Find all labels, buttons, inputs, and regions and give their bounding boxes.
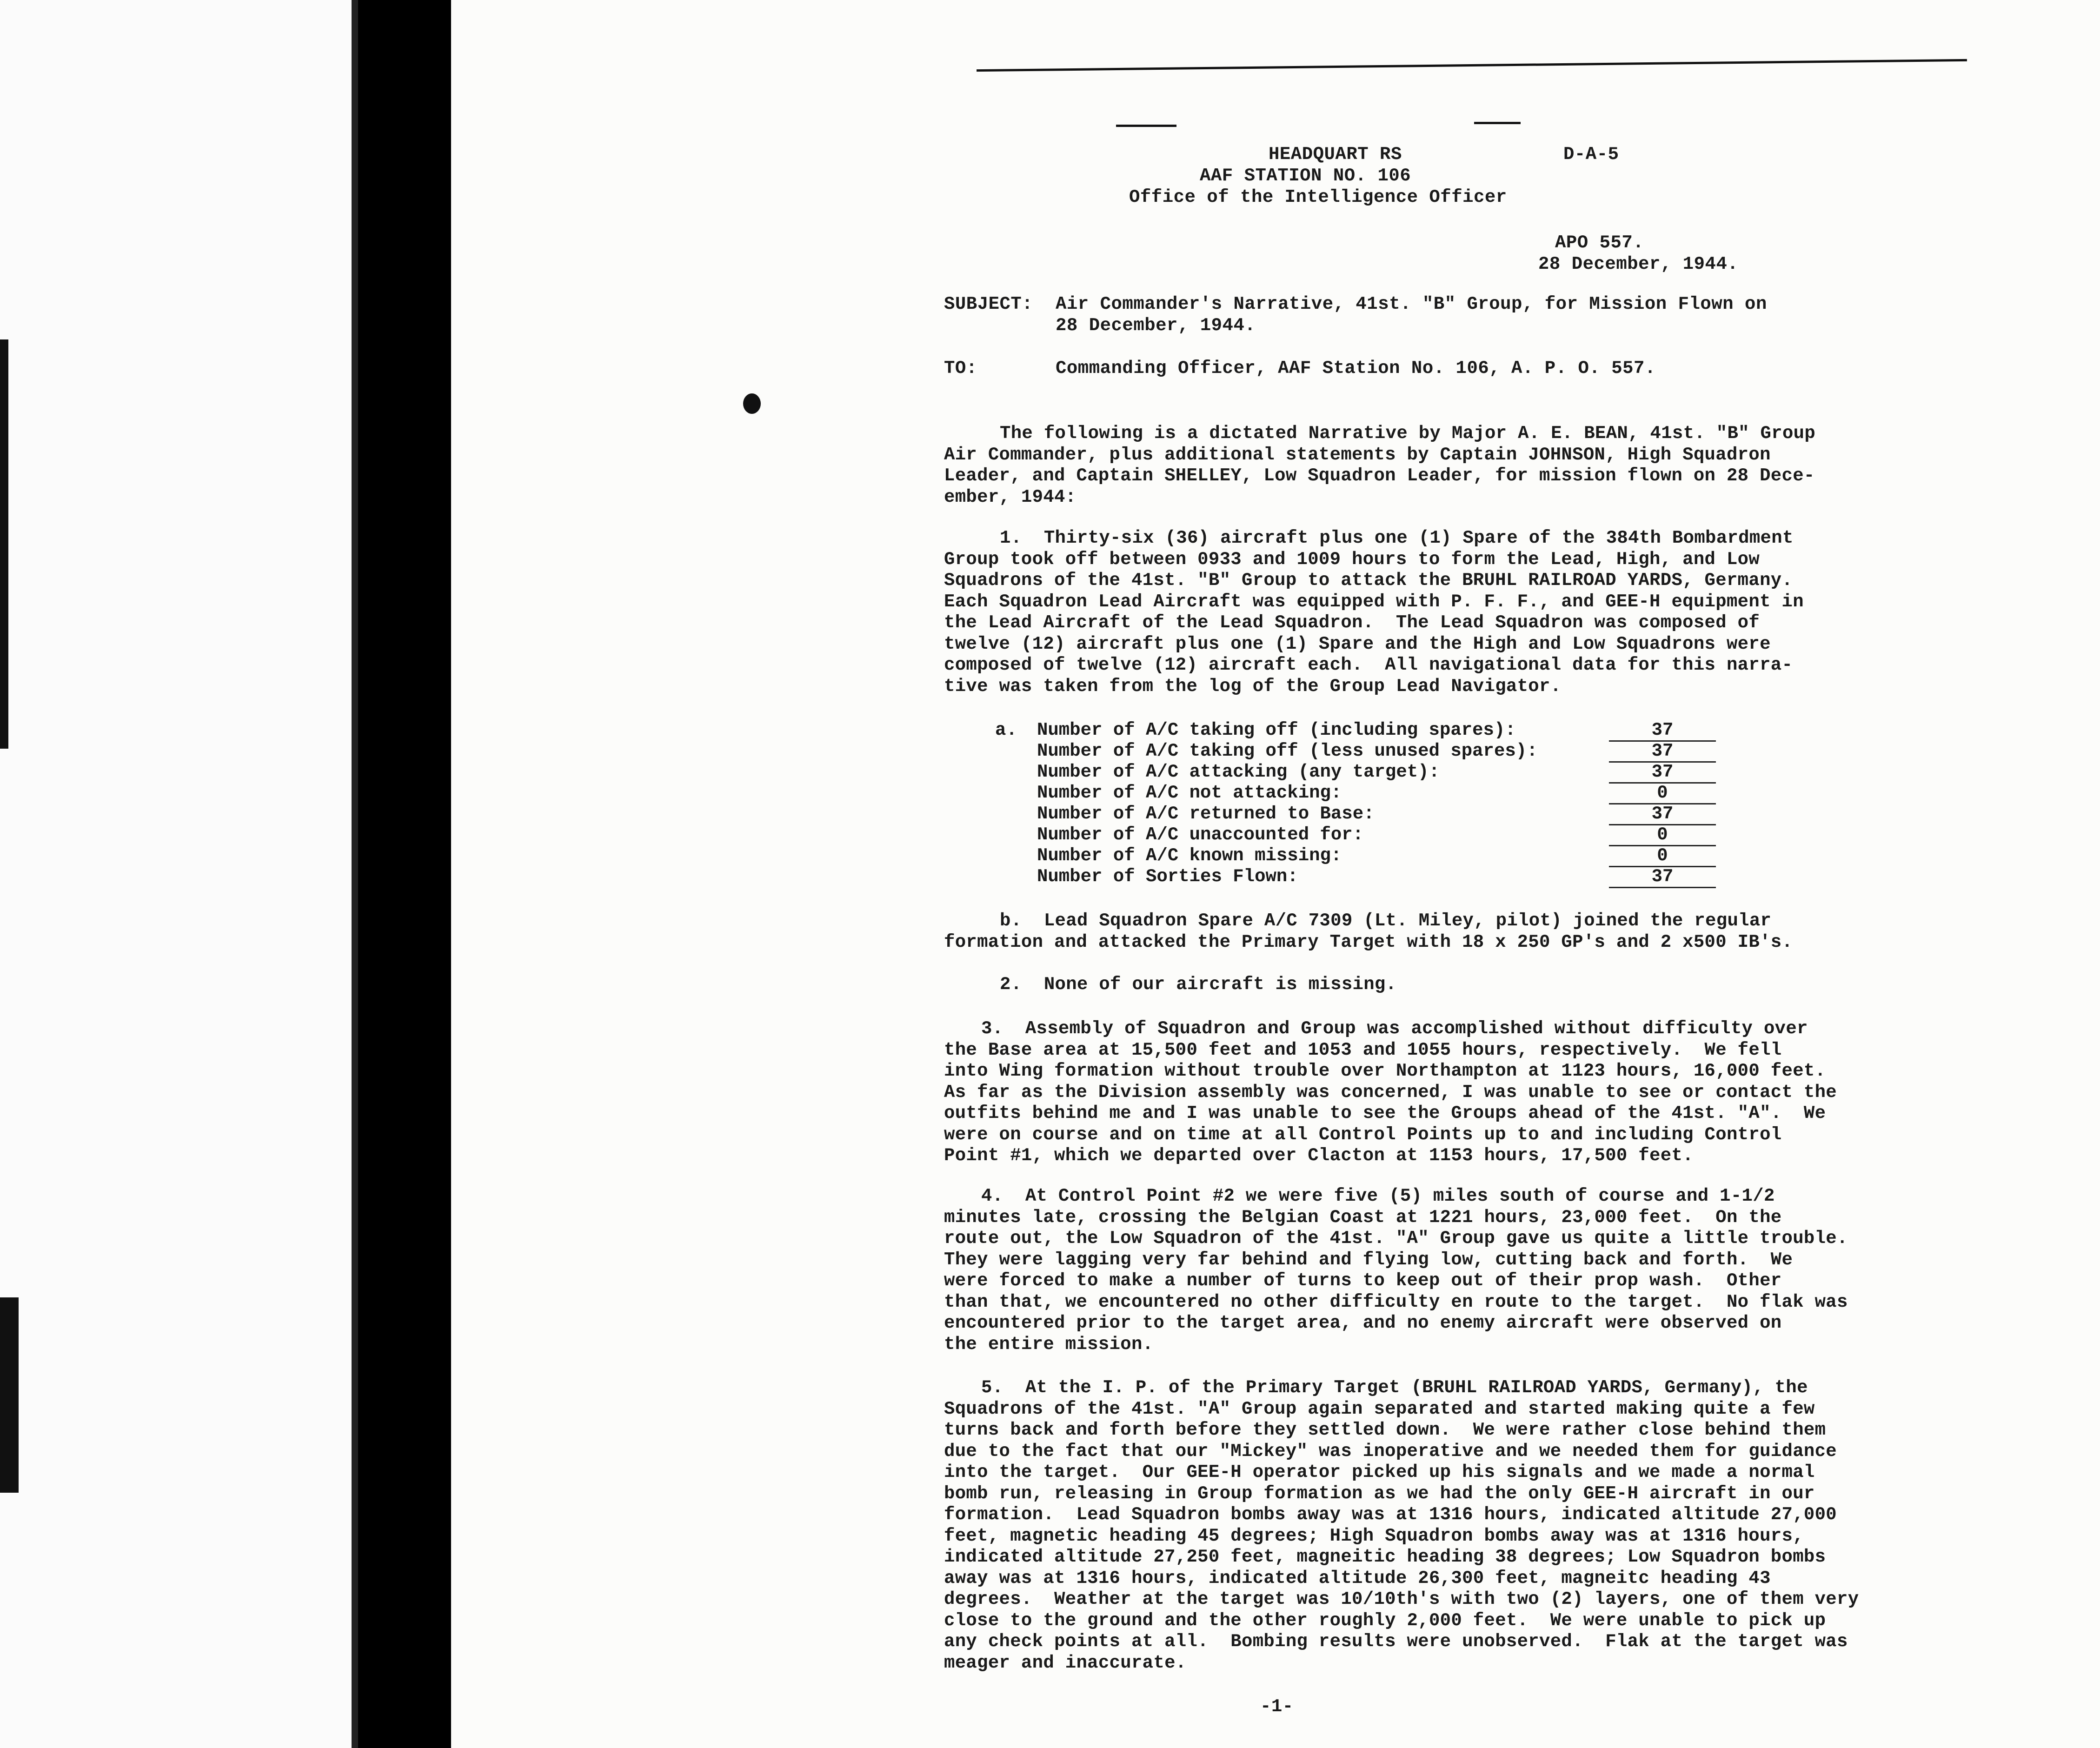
stats-row-value: 37: [1651, 804, 1674, 824]
stats-row-label: Number of A/C attacking (any target):: [1037, 762, 1440, 782]
text-line: the Lead Aircraft of the Lead Squadron. The Lead Squadron was composed of: [944, 612, 1760, 633]
stats-row-label: Number of A/C taking off (less unused spares):: [1037, 741, 1538, 761]
text-line: 1. Thirty-six (36) aircraft plus one (1) Spare of the 384th Bombardment: [1000, 528, 1794, 548]
text-line: were on course and on time at all Control Points up to and including Control: [944, 1124, 1782, 1145]
text-line: tive was taken from the log of the Group Lead Navigator.: [944, 676, 1562, 697]
text-line: Point #1, which we departed over Clacton at 1153 hours, 17,500 feet.: [944, 1145, 1694, 1166]
text-line: bomb run, releasing in Group formation as we had the only GEE-H aircraft in our: [944, 1483, 1815, 1504]
stats-row-value: 37: [1651, 741, 1674, 761]
text-line: into Wing formation without trouble over Northampton at 1123 hours, 16,000 feet.: [944, 1061, 1826, 1081]
text-line: formation and attacked the Primary Target with 18 x 250 GP's and 2 x500 IB's.: [944, 931, 1793, 952]
subject-line-1: Air Commander's Narrative, 41st. "B" Group, for Mission Flown on: [1056, 294, 1767, 314]
document-page: [451, 0, 2100, 1748]
text-line: degrees. Weather at the target was 10/10th's with two (2) layers, one of them very: [944, 1589, 1859, 1609]
text-line: away was at 1316 hours, indicated altitude 26,300 feet, magneitc heading 43: [944, 1568, 1771, 1588]
text-line: Squadrons of the 41st. "A" Group again separated and started making quite a few: [944, 1398, 1815, 1419]
paragraph-2: [944, 974, 1911, 996]
text-line: 2. None of our aircraft is missing.: [1000, 974, 1397, 995]
paragraph-3: [944, 1018, 1911, 1167]
stats-row: [1037, 866, 1716, 887]
stats-row-label: Number of A/C known missing:: [1037, 845, 1342, 866]
text-line: b. Lead Squadron Spare A/C 7309 (Lt. Miley, pilot) joined the regular: [1000, 911, 1772, 931]
left-adjacent-page: [0, 0, 358, 1748]
top-dash-mark: [1474, 122, 1521, 124]
left-page-shadow: [352, 0, 358, 1748]
text-line: twelve (12) aircraft plus one (1) Spare and the High and Low Squadrons were: [944, 633, 1771, 654]
intro-paragraph: [944, 423, 1911, 508]
text-line: 4. At Control Point #2 we were five (5) miles south of course and 1-1/2: [981, 1186, 1775, 1206]
text-line: Squadrons of the 41st. "B" Group to attack the BRUHL RAILROAD YARDS, Germany.: [944, 570, 1793, 591]
underline: [1609, 887, 1716, 888]
text-line: outfits behind me and I was unable to see the Groups ahead of the 41st. "A". We: [944, 1103, 1826, 1123]
top-dash-mark: [1116, 125, 1176, 127]
text-line: Air Commander, plus additional statements by Captain JOHNSON, High Squadron: [944, 444, 1771, 465]
text-line: indicated altitude 27,250 feet, magneitic heading 38 degrees; Low Squadron bombs: [944, 1547, 1826, 1567]
text-line: close to the ground and the other roughly 2,000 feet. We were unable to pick up: [944, 1610, 1826, 1631]
stats-row: [1037, 804, 1716, 824]
header-headquarters: HEADQUART RS: [1269, 144, 1402, 165]
stats-row-value: 37: [1651, 866, 1674, 887]
header-office: Office of the Intelligence Officer: [1129, 187, 1507, 207]
stats-row-label: Number of A/C returned to Base:: [1037, 804, 1375, 824]
subject-label: SUBJECT:: [944, 294, 1033, 314]
to-label: TO:: [944, 358, 977, 379]
top-scribble-mark: [977, 59, 1967, 72]
stats-row-value: 37: [1651, 720, 1674, 740]
to-recipient: Commanding Officer, AAF Station No. 106, A. P. O. 557.: [1056, 358, 1656, 379]
text-line: into the target. Our GEE-H operator picked up his signals and we made a normal: [944, 1462, 1815, 1482]
stats-row: [1037, 741, 1716, 762]
text-line: the entire mission.: [944, 1334, 1154, 1355]
stats-row-value: 0: [1657, 783, 1668, 803]
paragraph-1b: [944, 911, 1911, 953]
text-line: the Base area at 15,500 feet and 1053 and 1055 hours, respectively. We fell: [944, 1039, 1782, 1060]
text-line: due to the fact that our "Mickey" was inoperative and we needed them for guidance: [944, 1441, 1837, 1462]
text-line: turns back and forth before they settled down. We were rather close behind them: [944, 1420, 1826, 1440]
stats-row: [1037, 845, 1716, 866]
left-page-edge-mark: [0, 339, 8, 749]
stats-row: [1037, 824, 1716, 845]
text-line: 5. At the I. P. of the Primary Target (BRUHL RAILROAD YARDS, Germany), the: [981, 1377, 1808, 1398]
stats-row-label: Number of A/C not attacking:: [1037, 783, 1342, 803]
paragraph-4: [944, 1186, 1911, 1355]
stats-row-value: 0: [1657, 824, 1668, 845]
stats-row: [1037, 762, 1716, 783]
text-line: any check points at all. Bombing results were unobserved. Flak at the target was: [944, 1631, 1848, 1652]
paragraph-5: [944, 1377, 1911, 1674]
left-page-edge-mark: [0, 1297, 19, 1493]
document-date: 28 December, 1944.: [1538, 254, 1739, 274]
header-station: AAF STATION NO. 106: [1200, 166, 1411, 186]
text-line: Group took off between 0933 and 1009 hours to form the Lead, High, and Low: [944, 549, 1760, 570]
text-line: encountered prior to the target area, and no enemy aircraft were observed on: [944, 1313, 1782, 1333]
text-line: Each Squadron Lead Aircraft was equipped with P. F. F., and GEE-H equipment in: [944, 591, 1804, 612]
text-line: formation. Lead Squadron bombs away was at 1316 hours, indicated altitude 27,000: [944, 1504, 1837, 1525]
stats-row-value: 37: [1651, 762, 1674, 782]
apo-number: APO 557.: [1555, 233, 1644, 253]
document-code: D-A-5: [1563, 144, 1619, 165]
text-line: minutes late, crossing the Belgian Coast at 1221 hours, 23,000 feet. On the: [944, 1207, 1782, 1228]
text-line: Leader, and Captain SHELLEY, Low Squadron Leader, for mission flown on 28 Dece-: [944, 465, 1815, 486]
ink-blot: [743, 393, 761, 414]
text-line: The following is a dictated Narrative by Major A. E. BEAN, 41st. "B" Group: [1000, 423, 1816, 444]
text-line: 3. Assembly of Squadron and Group was accomplished without difficulty over: [981, 1018, 1808, 1039]
stats-row: [1037, 720, 1716, 741]
paragraph-1: [944, 528, 1911, 697]
stats-row-label: Number of A/C taking off (including spares):: [1037, 720, 1516, 740]
stats-row-value: 0: [1657, 845, 1668, 866]
text-line: As far as the Division assembly was concerned, I was unable to see or contact the: [944, 1082, 1837, 1103]
text-line: feet, magnetic heading 45 degrees; High Squadron bombs away was at 1316 hours,: [944, 1525, 1804, 1546]
subject-line-2: 28 December, 1944.: [1056, 315, 1256, 336]
stats-row-label: Number of A/C unaccounted for:: [1037, 824, 1364, 845]
stats-item-label: a.: [995, 720, 1017, 740]
text-line: ember, 1944:: [944, 486, 1077, 507]
text-line: route out, the Low Squadron of the 41st. "A" Group gave us quite a little trouble.: [944, 1228, 1848, 1249]
text-line: meager and inaccurate.: [944, 1652, 1187, 1673]
stats-row-label: Number of Sorties Flown:: [1037, 866, 1298, 887]
stats-row: [1037, 783, 1716, 804]
text-line: than that, we encountered no other difficulty en route to the target. No flak was: [944, 1291, 1848, 1312]
page-number: -1-: [1260, 1696, 1294, 1717]
scan-gutter: [358, 0, 451, 1748]
text-line: They were lagging very far behind and flying low, cutting back and forth. We: [944, 1249, 1793, 1270]
text-line: were forced to make a number of turns to keep out of their prop wash. Other: [944, 1270, 1782, 1291]
text-line: composed of twelve (12) aircraft each. All navigational data for this narra-: [944, 655, 1793, 675]
